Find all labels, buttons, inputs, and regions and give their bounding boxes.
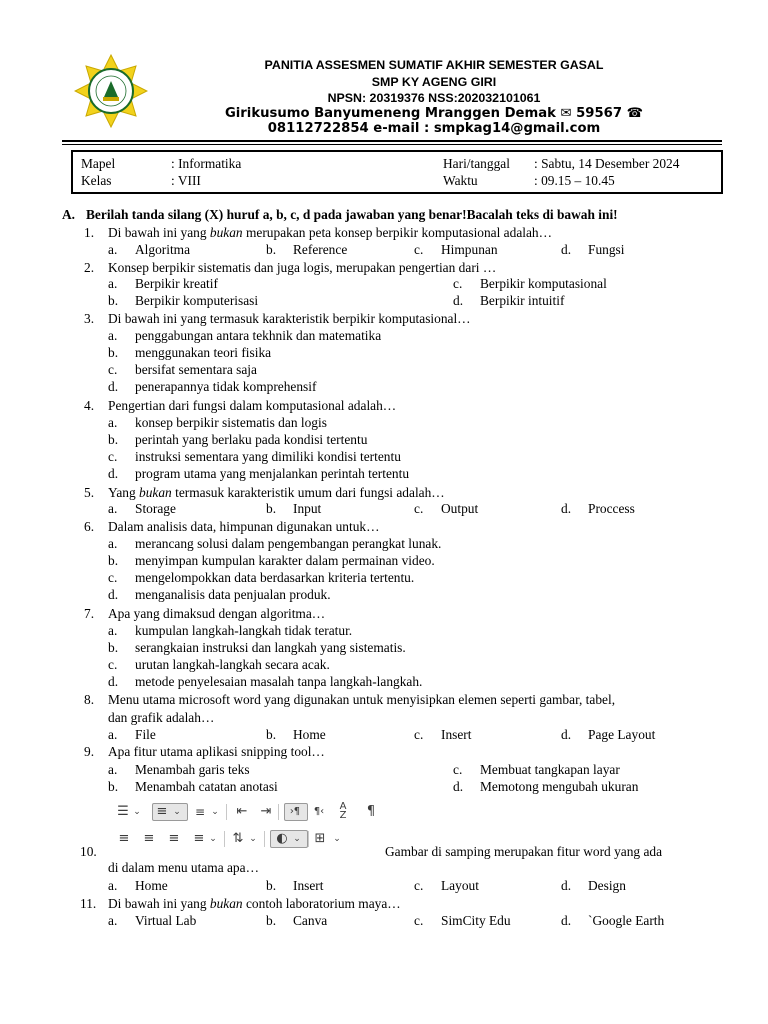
justify-icon: ≡: [193, 831, 205, 846]
question-number: 6.: [84, 519, 95, 534]
question-text: Apa yang dimaksud dengan algoritma…: [108, 606, 326, 621]
option-letter: b.: [266, 878, 277, 893]
option-text: penggabungan antara tekhnik dan matematika: [135, 328, 382, 343]
question-emphasis: bukan: [209, 225, 243, 240]
line-spacing-icon: ⇅: [232, 831, 244, 846]
question-text: Di bawah ini yang termasuk karakteristik berpikir komputasional…: [108, 311, 471, 326]
option-letter: c.: [108, 362, 118, 377]
decrease-indent-icon: ⇤: [236, 804, 248, 819]
question-text: Apa fitur utama aplikasi snipping tool…: [108, 744, 325, 759]
pilcrow-icon: ¶: [366, 804, 376, 819]
waktu-label: Waktu: [443, 173, 478, 188]
option-letter: a.: [108, 415, 118, 430]
option-letter: b.: [108, 293, 119, 308]
header-address: Girikusumo Banyumeneng Mranggen Demak ✉ 59567 ☎: [224, 106, 644, 121]
option-letter: b.: [266, 727, 277, 742]
chevron-down-icon: ⌄: [133, 807, 141, 817]
question-text: [108, 896, 401, 912]
question-emphasis: bukan: [139, 485, 172, 500]
option-letter: a.: [108, 276, 118, 291]
option-letter: d.: [453, 779, 464, 794]
option-text: program utama yang menjalankan perintah tertentu: [135, 466, 410, 481]
section-heading: [62, 207, 618, 223]
option-letter: a.: [108, 536, 118, 551]
header-contact: 08112722854 e-mail : smpkag14@gmail.com: [267, 121, 601, 136]
question-emphasis: bukan: [209, 896, 243, 911]
option-text: Insert: [441, 727, 472, 742]
option-text: Berpikir komputerisasi: [135, 293, 259, 308]
section-instruction: Berilah tanda silang (X) huruf a, b, c, d pada jawaban yang benar!Bacalah teks di bawah ini!: [86, 207, 618, 222]
option-letter: c.: [414, 242, 424, 257]
option-text: Fungsi: [588, 242, 625, 257]
option-letter: a.: [108, 913, 118, 928]
chevron-down-icon: ⌄: [333, 834, 341, 844]
option-text: Berpikir komputasional: [480, 276, 607, 291]
option-letter: b.: [266, 242, 277, 257]
kelas-value: : VIII: [171, 173, 201, 188]
option-letter: b.: [108, 553, 119, 568]
chevron-down-icon: ⌄: [209, 834, 217, 844]
header-school-name: SMP KY AGENG GIRI: [371, 75, 497, 89]
option-text: serangkaian instruksi dan langkah yang sistematis.: [135, 640, 406, 655]
bullets-icon: ☰: [117, 804, 129, 819]
option-text: kumpulan langkah-langkah tidak teratur.: [135, 623, 353, 638]
question-text: Konsep berpikir sistematis dan juga logis, merupakan pengertian dari …: [108, 260, 497, 275]
question-number: 3.: [84, 311, 95, 326]
option-text: Layout: [441, 878, 479, 893]
option-letter: c.: [108, 449, 118, 464]
option-text: menggunakan teori fisika: [135, 345, 272, 360]
option-letter: d.: [561, 242, 572, 257]
mapel-value: : Informatika: [171, 156, 242, 171]
exam-info-box: [71, 150, 723, 194]
option-text: Home: [135, 878, 168, 893]
toolbar-separator: [264, 831, 265, 847]
option-text: penerapannya tidak komprehensif: [135, 379, 317, 394]
option-letter: b.: [266, 913, 277, 928]
option-letter: d.: [108, 587, 119, 602]
numbering-icon: ≡: [156, 804, 168, 819]
option-letter: c.: [108, 570, 118, 585]
option-letter: c.: [453, 762, 463, 777]
sort-icon: A Z: [339, 801, 347, 821]
option-letter: d.: [561, 878, 572, 893]
option-letter: d.: [561, 727, 572, 742]
option-text: Reference: [293, 242, 348, 257]
kelas-label: Kelas: [81, 173, 112, 188]
question-number: 5.: [84, 485, 95, 500]
question-text: [108, 485, 445, 501]
section-letter: A.: [62, 207, 76, 222]
option-text: Canva: [293, 913, 328, 928]
option-letter: b.: [108, 345, 119, 360]
question-number: 7.: [84, 606, 95, 621]
option-text: menyimpan kumpulan karakter dalam permainan video.: [135, 553, 435, 568]
option-text: Berpikir intuitif: [480, 293, 565, 308]
option-letter: c.: [414, 878, 424, 893]
chevron-down-icon: ⌄: [293, 834, 301, 844]
option-letter: a.: [108, 328, 118, 343]
option-text: Menambah garis teks: [135, 762, 250, 777]
chevron-down-icon: ⌄: [211, 807, 219, 817]
option-text: Page Layout: [588, 727, 656, 742]
school-logo: [74, 54, 148, 128]
question-number: 1.: [84, 225, 95, 240]
question-text-continued: di dalam menu utama apa…: [108, 860, 259, 875]
option-text: instruksi sementara yang dimiliki kondisi tertentu: [135, 449, 401, 464]
option-letter: a.: [108, 878, 118, 893]
option-text: Himpunan: [441, 242, 498, 257]
option-text: menganalisis data penjualan produk.: [135, 587, 331, 602]
shading-icon: ◐: [276, 831, 288, 846]
option-text: urutan langkah-langkah secara acak.: [135, 657, 330, 672]
option-letter: c.: [414, 913, 424, 928]
option-text: Membuat tangkapan layar: [480, 762, 620, 777]
option-text: Insert: [293, 878, 324, 893]
option-text: konsep berpikir sistematis dan logis: [135, 415, 327, 430]
option-text: Proccess: [588, 501, 635, 516]
toolbar-separator: [226, 804, 227, 820]
header-committee: PANITIA ASSESMEN SUMATIF AKHIR SEMESTER GASAL: [264, 58, 604, 72]
option-letter: a.: [108, 623, 118, 638]
question-text: Gambar di samping merupakan fitur word yang ada: [385, 844, 663, 859]
option-text: mengelompokkan data berdasarkan kriteria tertentu.: [135, 570, 415, 585]
ltr-icon: ›¶: [289, 806, 301, 817]
hari-label: Hari/tanggal: [443, 156, 510, 171]
option-letter: b.: [108, 640, 119, 655]
waktu-value: : 09.15 – 10.45: [534, 173, 615, 188]
option-text: merancang solusi dalam pengembangan perangkat lunak.: [135, 536, 442, 551]
option-text: Berpikir kreatif: [135, 276, 218, 291]
question-text: Menu utama microsoft word yang digunakan untuk menyisipkan elemen seperti gambar, tabel,: [108, 692, 616, 707]
mapel-label: Mapel: [81, 156, 116, 171]
rtl-icon: ¶‹: [313, 806, 325, 817]
word-paragraph-toolbar-image: [114, 800, 384, 850]
option-letter: c.: [414, 727, 424, 742]
toolbar-separator: [308, 831, 309, 847]
option-letter: d.: [561, 913, 572, 928]
option-letter: d.: [108, 674, 119, 689]
question-text: [108, 225, 552, 241]
option-letter: c.: [453, 276, 463, 291]
question-text-part: Di bawah ini yang: [108, 225, 210, 240]
option-letter: c.: [108, 657, 118, 672]
question-number: 10.: [80, 844, 97, 859]
option-letter: d.: [108, 466, 119, 481]
question-text-part: Di bawah ini yang: [108, 896, 210, 911]
option-text: Input: [293, 501, 322, 516]
question-number: 9.: [84, 744, 95, 759]
multilevel-list-icon: ≡: [194, 805, 206, 819]
hari-value: : Sabtu, 14 Desember 2024: [534, 156, 680, 171]
option-text: perintah yang berlaku pada kondisi tertentu: [135, 432, 368, 447]
option-text: metode penyelesaian masalah tanpa langkah-langkah.: [135, 674, 423, 689]
option-letter: a.: [108, 242, 118, 257]
option-letter: a.: [108, 762, 118, 777]
question-text-part: termasuk karakteristik umum dari fungsi adalah…: [171, 485, 445, 500]
borders-icon: ⊞: [314, 831, 326, 846]
question-text-part: contoh laboratorium maya…: [242, 896, 401, 911]
option-letter: a.: [108, 501, 118, 516]
question-number: 11.: [80, 896, 97, 911]
toolbar-separator: [224, 831, 225, 847]
option-text: bersifat sementara saja: [135, 362, 257, 377]
align-left-icon: ≡: [118, 831, 130, 846]
question-number: 2.: [84, 260, 95, 275]
header-rule-thin: [62, 144, 722, 145]
option-letter: b.: [108, 432, 119, 447]
question-number: 4.: [84, 398, 95, 413]
option-text: Home: [293, 727, 326, 742]
increase-indent-icon: ⇥: [260, 804, 272, 819]
option-letter: b.: [266, 501, 277, 516]
chevron-down-icon: ⌄: [173, 807, 181, 817]
option-letter: d.: [561, 501, 572, 516]
question-text-part: Yang: [108, 485, 140, 500]
option-text: SimCity Edu: [441, 913, 511, 928]
align-right-icon: ≡: [168, 831, 180, 846]
chevron-down-icon: ⌄: [249, 834, 257, 844]
header-rule-thick: [62, 140, 722, 142]
question-text: Dalam analisis data, himpunan digunakan untuk…: [108, 519, 380, 534]
option-letter: d.: [453, 293, 464, 308]
option-text: Memotong mengubah ukuran: [480, 779, 639, 794]
question-number: 8.: [84, 692, 95, 707]
option-letter: a.: [108, 727, 118, 742]
option-text: `Google Earth: [588, 913, 665, 928]
header-npsn: NPSN: 20319376 NSS:202032101061: [327, 91, 541, 105]
option-text: Design: [588, 878, 626, 893]
question-text-part: merupakan peta konsep berpikir komputasional adalah…: [242, 225, 553, 240]
option-text: File: [135, 727, 156, 742]
question-text-continued: dan grafik adalah…: [108, 710, 215, 725]
option-letter: c.: [414, 501, 424, 516]
option-letter: d.: [108, 379, 119, 394]
option-letter: b.: [108, 779, 119, 794]
align-center-icon: ≡: [143, 831, 155, 846]
toolbar-separator: [278, 804, 279, 820]
option-text: Algoritma: [135, 242, 191, 257]
question-text: Pengertian dari fungsi dalam komputasional adalah…: [108, 398, 397, 413]
option-text: Output: [441, 501, 479, 516]
option-text: Menambah catatan anotasi: [135, 779, 278, 794]
option-text: Virtual Lab: [135, 913, 197, 928]
option-text: Storage: [135, 501, 176, 516]
